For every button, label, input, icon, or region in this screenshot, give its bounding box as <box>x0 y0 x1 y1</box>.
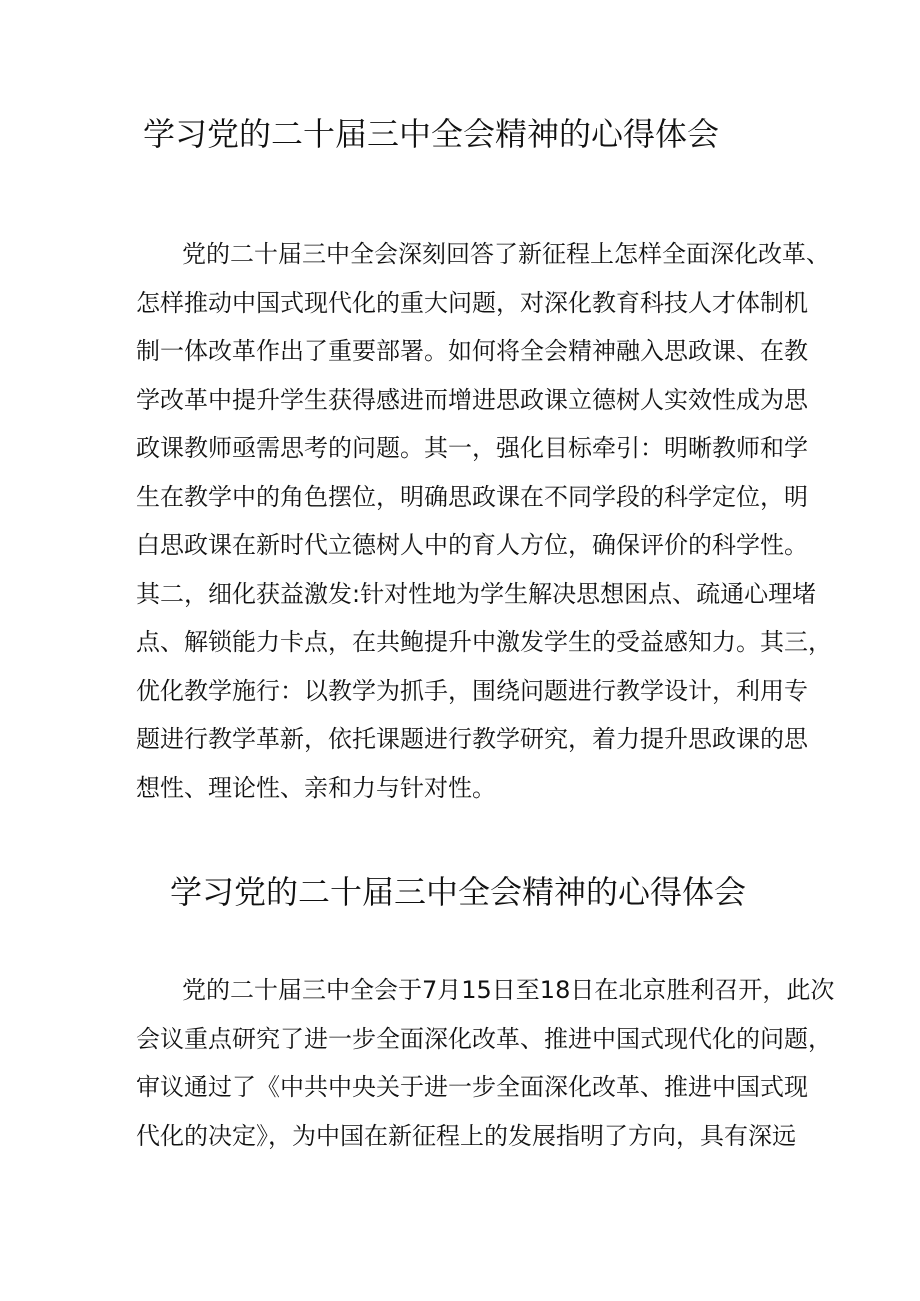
paragraph-line: 怎样推动中国式现代化的重大问题，对深化教育科技人才体制机 <box>136 288 808 317</box>
paragraph-line: 制一体改革作出了重要部署。如何将全会精神融入思政课、在教 <box>136 337 808 365</box>
paragraph-line: 代化的决定》，为中国在新征程上的发展指明了方向，具有深远 <box>136 1121 796 1150</box>
paragraph-line: 优化教学施行：以教学为抓手，围绕问题进行教学设计，利用专 <box>136 676 808 705</box>
paragraph-line: 会议重点研究了进一步全面深化改革、推进中国式现代化的问题， <box>136 1024 832 1053</box>
paragraph-line: 政课教师亟需思考的问题。其一，强化目标牵引：明晰教师和学 <box>136 434 808 462</box>
section-1-title: 学习党的二十届三中全会精神的心得体会 <box>143 115 720 153</box>
paragraph-line: 党的二十届三中全会于7月15日至18日在北京胜利召开，此次 <box>182 976 835 1004</box>
paragraph-line: 学改革中提升学生获得感进而增进思政课立德树人实效性成为思 <box>136 385 808 414</box>
paragraph-line: 其二，细化获益激发:针对性地为学生解决思想困点、疏通心理堵 <box>136 579 817 608</box>
section-1-paragraph <box>136 230 832 812</box>
section-2-paragraph <box>136 966 834 1160</box>
paragraph-line: 题进行教学革新，依托课题进行教学研究，着力提升思政课的思 <box>136 725 808 753</box>
paragraph-line: 生在教学中的角色摆位，明确思政课在不同学段的科学定位，明 <box>136 482 808 511</box>
section-2-title: 学习党的二十届三中全会精神的心得体会 <box>170 873 747 911</box>
paragraph-line: 党的二十届三中全会深刻回答了新征程上怎样全面深化改革、 <box>182 240 830 268</box>
paragraph-line: 审议通过了《中共中央关于进一步全面深化改革、推进中国式现 <box>136 1073 808 1101</box>
paragraph-line: 白思政课在新时代立德树人中的育人方位，确保评价的科学性。 <box>136 531 808 559</box>
paragraph-line: 点、解锁能力卡点，在共鲍提升中激发学生的受益感知力。其三， <box>136 628 832 656</box>
paragraph-line: 想性、理论性、亲和力与针对性。 <box>136 773 496 802</box>
